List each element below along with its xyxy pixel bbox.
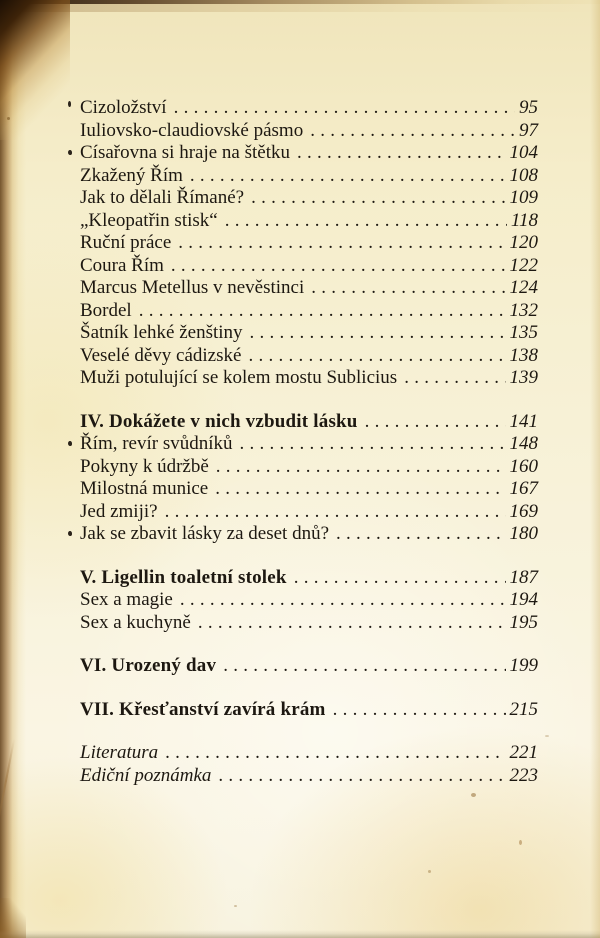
toc-entry — [80, 742, 538, 765]
toc-entry-label: Veselé děvy cádizské — [80, 344, 242, 366]
toc-entry — [80, 187, 538, 210]
dot-leader — [365, 411, 506, 434]
toc-entry — [80, 655, 538, 678]
toc-entry-page-number: 122 — [509, 254, 538, 276]
toc-entry-page-number: 97 — [519, 119, 538, 141]
dot-leader — [297, 142, 505, 165]
toc-entry — [80, 120, 538, 143]
toc-entry — [80, 612, 538, 635]
toc-entry-page-number: 139 — [509, 367, 538, 388]
toc-entry — [80, 142, 538, 165]
toc-entry — [80, 433, 538, 456]
dot-leader — [165, 742, 505, 765]
page-right-edge — [590, 0, 600, 938]
dot-leader — [251, 187, 505, 210]
toc-entry-page-number: 199 — [509, 655, 538, 676]
toc-entry — [80, 165, 538, 188]
toc-entry-label: VII. Křesťanství zavírá krám — [80, 698, 326, 720]
toc-entry-page-number: 160 — [509, 455, 538, 477]
toc-entry-label: Cizoložství — [80, 97, 167, 118]
toc-entry-page-number: 194 — [509, 589, 538, 610]
toc-entry-label: Ediční poznámka — [80, 764, 212, 786]
toc-entry-label: „Kleopatřin stisk“ — [80, 209, 218, 231]
toc-entry-page-number: 180 — [509, 523, 538, 544]
dot-leader — [165, 501, 506, 524]
toc-entry-page-number: 148 — [509, 433, 538, 454]
toc-entry — [80, 765, 538, 788]
toc-entry — [80, 277, 538, 300]
toc-entry — [80, 478, 538, 501]
toc-entry-page-number: 135 — [509, 322, 538, 343]
page-top-edge-shadow — [0, 4, 600, 12]
dot-leader — [250, 322, 506, 345]
toc-entry — [80, 232, 538, 255]
toc-entry — [80, 411, 538, 434]
toc-entry-label: Milostná munice — [80, 478, 209, 499]
toc-entry — [80, 210, 538, 233]
toc-entry — [80, 589, 538, 612]
toc-entry-page-number: 187 — [509, 566, 538, 588]
toc-entry-page-number: 221 — [509, 742, 538, 763]
toc-entry-page-number: 132 — [509, 299, 538, 321]
dot-leader — [225, 210, 507, 233]
dot-leader — [311, 277, 505, 300]
toc-entry-label: Sex a kuchyně — [80, 611, 191, 633]
dot-leader — [216, 456, 506, 479]
worn-bottom-left-corner — [0, 898, 26, 938]
toc-entry-label: Iuliovsko-claudiovské pásmo — [80, 119, 304, 141]
toc-entry-label: Šatník lehké ženštiny — [80, 322, 243, 343]
pencil-mark-icon — [68, 150, 72, 155]
toc-entry — [80, 367, 538, 390]
dot-leader — [294, 567, 506, 590]
dot-leader — [198, 612, 506, 635]
dot-leader — [218, 765, 505, 788]
dot-leader — [404, 367, 505, 390]
toc-entry-label: Císařovna si hraje na štětku — [80, 142, 291, 163]
toc-entry-page-number: 138 — [509, 344, 538, 366]
toc-entry — [80, 699, 538, 722]
toc-entry-label: Pokyny k údržbě — [80, 455, 209, 477]
paper-speck — [545, 735, 549, 737]
toc-entry-page-number: 167 — [509, 478, 538, 499]
toc-entry — [80, 567, 538, 590]
toc-entry-label: V. Ligellin toaletní stolek — [80, 566, 287, 588]
dot-leader — [174, 97, 515, 120]
toc-entry-label: Jak to dělali Římané? — [80, 187, 245, 208]
page-left-edge — [0, 0, 26, 938]
toc-entry-label: Zkažený Řím — [80, 164, 183, 186]
pencil-mark-icon — [68, 101, 71, 107]
toc-entry-page-number: 95 — [519, 97, 538, 118]
toc-entry — [80, 322, 538, 345]
toc-entry-label: Coura Řím — [80, 254, 164, 276]
toc-entry-page-number: 223 — [509, 764, 538, 786]
dot-leader — [190, 165, 506, 188]
toc-entry — [80, 255, 538, 278]
toc-entry-page-number: 124 — [509, 277, 538, 298]
worn-top-left-corner — [0, 0, 70, 140]
toc-entry-label: Marcus Metellus v nevěstinci — [80, 277, 305, 298]
toc-entry-label: IV. Dokážete v nich vzbudit lásku — [80, 410, 358, 432]
page-bottom-edge — [0, 930, 600, 938]
toc-entry-page-number: 118 — [510, 209, 538, 231]
paper-speck — [519, 840, 522, 845]
pencil-mark-icon — [68, 441, 72, 446]
table-of-contents — [80, 97, 538, 787]
toc-entry-label: Řím, revír svůdníků — [80, 433, 233, 454]
toc-entry-label: Sex a magie — [80, 589, 173, 610]
toc-entry-page-number: 108 — [509, 164, 538, 186]
paper-speck — [428, 870, 431, 873]
toc-entry-label: Bordel — [80, 299, 132, 321]
toc-entry-label: Jed zmiji? — [80, 500, 158, 522]
toc-entry-label: Muži potulující se kolem mostu Sublicius — [80, 367, 398, 388]
dot-leader — [180, 589, 506, 612]
toc-entry-label: VI. Urozený dav — [80, 655, 217, 676]
toc-entry — [80, 501, 538, 524]
toc-entry-label: Literatura — [80, 742, 159, 763]
dot-leader — [171, 255, 506, 278]
toc-entry — [80, 456, 538, 479]
dot-leader — [248, 345, 505, 368]
toc-entry-page-number: 215 — [509, 698, 538, 720]
pencil-mark-icon — [68, 531, 72, 536]
toc-entry-page-number: 141 — [509, 410, 538, 432]
toc-entry-page-number: 195 — [509, 611, 538, 633]
toc-entry-page-number: 169 — [509, 500, 538, 522]
paper-speck — [234, 905, 237, 907]
dot-leader — [333, 699, 506, 722]
toc-entry — [80, 97, 538, 120]
toc-entry — [80, 300, 538, 323]
dot-leader — [223, 655, 505, 678]
toc-entry — [80, 345, 538, 368]
toc-entry-page-number: 109 — [509, 187, 538, 208]
toc-entry — [80, 523, 538, 546]
dot-leader — [139, 300, 506, 323]
dot-leader — [178, 232, 505, 255]
dot-leader — [336, 523, 505, 546]
paper-speck — [471, 793, 476, 797]
dot-leader — [240, 433, 506, 456]
toc-entry-page-number: 120 — [509, 232, 538, 253]
toc-entry-page-number: 104 — [509, 142, 538, 163]
toc-entry-label: Jak se zbavit lásky za deset dnů? — [80, 523, 330, 544]
toc-entry-label: Ruční práce — [80, 232, 172, 253]
dot-leader — [215, 478, 505, 501]
dot-leader — [310, 120, 515, 143]
